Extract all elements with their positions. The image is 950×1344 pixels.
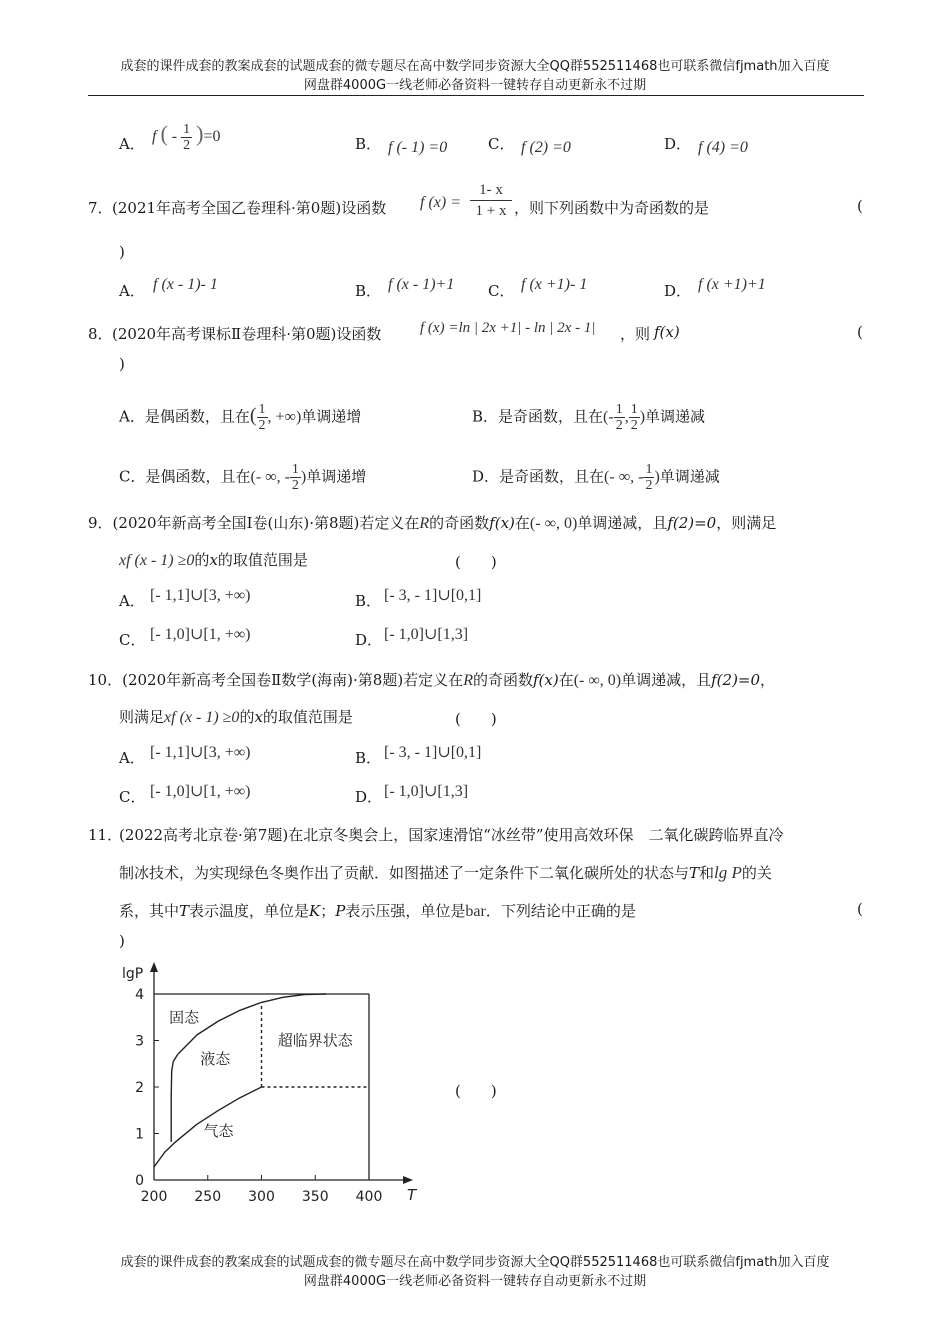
q10-option-c-math: [- 1,0]∪[1, +∞) — [150, 783, 251, 800]
q7-option-a-label: A． — [119, 282, 145, 300]
q6-option-c-math: f (2) =0 — [521, 139, 571, 156]
region-label: 固态 — [169, 1008, 200, 1027]
x-tick-label: 350 — [301, 1189, 329, 1205]
q8-option-b: B．是奇函数，且在(- $\frac{1}{2}$ , $\frac{1}{2}$ )单调递减 — [472, 402, 706, 433]
q6-option-d-label: D． — [664, 135, 692, 153]
y-axis-label: lgP — [122, 966, 144, 982]
y-tick-label: 4 — [135, 987, 144, 1003]
q9-option-a-math: [- 1,1]∪[3, +∞) — [150, 587, 251, 604]
q7-option-a-math: f (x - 1)- 1 — [153, 276, 218, 293]
q9-option-a-label: A． — [119, 592, 145, 610]
region-label: 超临界状态 — [277, 1031, 353, 1050]
q10-option-b-label: B． — [355, 749, 382, 767]
header-line-2: 网盘群4000G一线老师必备资料一键转存自动更新永不过期 — [303, 78, 647, 93]
q6-option-d-math: f (4) =0 — [698, 139, 748, 156]
chart-axes — [150, 962, 413, 1184]
q6-option-b-label: B． — [355, 135, 382, 153]
q9-option-d-math: [- 1,0]∪[1,3] — [384, 626, 469, 643]
x-tick-label: 400 — [355, 1189, 383, 1205]
q7-option-c-label: C． — [488, 282, 515, 300]
q10-answer-paren: ( ) — [455, 710, 497, 728]
q7-option-d-math: f (x +1)+1 — [698, 276, 766, 293]
q9-option-c-label: C． — [119, 631, 146, 649]
x-tick-label: 200 — [140, 1189, 168, 1205]
q10-option-d-label: D． — [355, 788, 383, 806]
q11-answer-paren: ( ) — [455, 1082, 497, 1100]
q7-stem-tail: ，则下列函数中为奇函数的是 — [514, 199, 710, 217]
q7-option-d-label: D． — [664, 282, 692, 300]
q8-option-d: D．是奇函数，且在(- ∞, - $\frac{1}{2}$ )单调递减 — [472, 462, 720, 493]
q7-option-b-label: B． — [355, 282, 382, 300]
q7-option-c-math: f (x +1)- 1 — [521, 276, 588, 293]
q11-line-3: 系，其中T表示温度，单位是K；P表示压强，单位是bar．下列结论中正确的是 — [119, 902, 636, 920]
y-tick-label: 3 — [135, 1033, 144, 1050]
header-rule — [88, 95, 864, 96]
y-axis-arrow — [150, 962, 158, 972]
y-tick-label: 0 — [135, 1173, 144, 1189]
q8-stem-fx: f(x) — [654, 323, 680, 341]
q10-option-c-label: C． — [119, 788, 146, 806]
q6-option-a-math: f ( - $\frac{1}{2}$ )=0 — [152, 121, 221, 153]
region-label: 液态 — [200, 1050, 231, 1069]
footer-line-2: 网盘群4000G一线老师必备资料一键转存自动更新永不过期 — [303, 1274, 647, 1289]
q7-number: 7． — [88, 199, 113, 217]
y-tick-label: 2 — [135, 1080, 144, 1096]
q9-option-b-math: [- 3, - 1]∪[0,1] — [384, 587, 482, 604]
q8-option-a: A．是偶函数，且在( $\frac{1}{2}$ , +∞)单调递增 — [119, 402, 362, 433]
region-label: 气态 — [203, 1122, 234, 1141]
q10-option-b-math: [- 3, - 1]∪[0,1] — [384, 744, 482, 761]
x-axis-arrow — [403, 1176, 413, 1184]
q7-fraction: 1- x 1 + x — [470, 180, 512, 221]
header-line-1: 成套的课件成套的教案成套的试题成套的微专题尽在高中数学同步资源大全QQ群552511468也可联系微信fjmath加入百度 — [120, 59, 830, 74]
q10-option-a-label: A． — [119, 749, 145, 767]
q7-fx: f (x) = — [420, 194, 461, 211]
q7-paren-close: ) — [119, 243, 125, 261]
y-tick-label: 1 — [135, 1126, 144, 1143]
q9-answer-paren: ( ) — [455, 553, 497, 571]
q8-paren-open: ( — [857, 323, 863, 341]
q8-paren-close: ) — [119, 355, 125, 373]
q9-option-d-label: D． — [355, 631, 383, 649]
x-tick-label: 250 — [194, 1189, 222, 1205]
q7-paren-open: ( — [857, 197, 863, 215]
q11-number: 11． — [88, 826, 123, 844]
q8-number: 8． — [88, 325, 113, 343]
q9-option-c-math: [- 1,0]∪[1, +∞) — [150, 626, 251, 643]
q11-paren-close: ) — [119, 932, 125, 950]
q6-option-a-label: A． — [119, 135, 145, 153]
q9-stem-line-1: 9．(2020年新高考全国Ⅰ卷(山东)·第8题)若定义在R的奇函数f(x)在(- ∞, 0)单调递减，且f(2)=0，则满足 — [88, 514, 777, 532]
q10-option-a-math: [- 1,1]∪[3, +∞) — [150, 744, 251, 761]
q11-paren-open: ( — [857, 900, 863, 918]
q9-option-b-label: B． — [355, 592, 382, 610]
x-axis-label: T — [407, 1186, 417, 1204]
q8-stem: (2020年高考课标Ⅱ卷理科·第0题)设函数 — [112, 325, 382, 343]
q7-stem: (2021年高考全国乙卷理科·第0题)设函数 — [112, 199, 387, 217]
x-tick-label: 300 — [248, 1189, 275, 1205]
q11-line-2: 制冰技术，为实现绿色冬奥作出了贡献．如图描述了一定条件下二氧化碳所处的状态与T和lg P的关 — [119, 863, 772, 882]
series-line-solid-liquid-boundary — [171, 1054, 178, 1142]
q10-option-d-math: [- 1,0]∪[1,3] — [384, 783, 469, 800]
q8-fx: f (x) =ln | 2x +1| - ln | 2x - 1| — [420, 320, 596, 336]
q10-stem-line-1: 10．(2020年新高考全国卷Ⅱ数学(海南)·第8题)若定义在R的奇函数f(x)在(- ∞, 0)单调递减，且f(2)=0， — [88, 671, 776, 689]
chart-labels — [122, 966, 418, 1205]
q6-option-b-math: f (- 1) =0 — [388, 139, 448, 156]
q8-option-c: C．是偶函数，且在(- ∞, - $\frac{1}{2}$ )单调递增 — [119, 462, 367, 493]
footer-line-1: 成套的课件成套的教案成套的试题成套的微专题尽在高中数学同步资源大全QQ群552511468也可联系微信fjmath加入百度 — [120, 1255, 830, 1270]
q11-line-1: (2022高考北京卷·第7题)在北京冬奥会上，国家速滑馆“冰丝带”使用高效环保 二氧化碳跨临界直冷 — [119, 826, 784, 844]
phase-diagram-chart — [110, 955, 417, 1215]
q10-stem-line-2: 则满足xf (x - 1) ≥0的x的取值范围是 — [119, 708, 353, 726]
q9-stem-line-2: xf (x - 1) ≥0的x的取值范围是 — [119, 551, 308, 569]
q6-option-c-label: C． — [488, 135, 515, 153]
q7-option-b-math: f (x - 1)+1 — [388, 276, 455, 293]
q8-stem-tail: ，则 — [620, 325, 651, 343]
